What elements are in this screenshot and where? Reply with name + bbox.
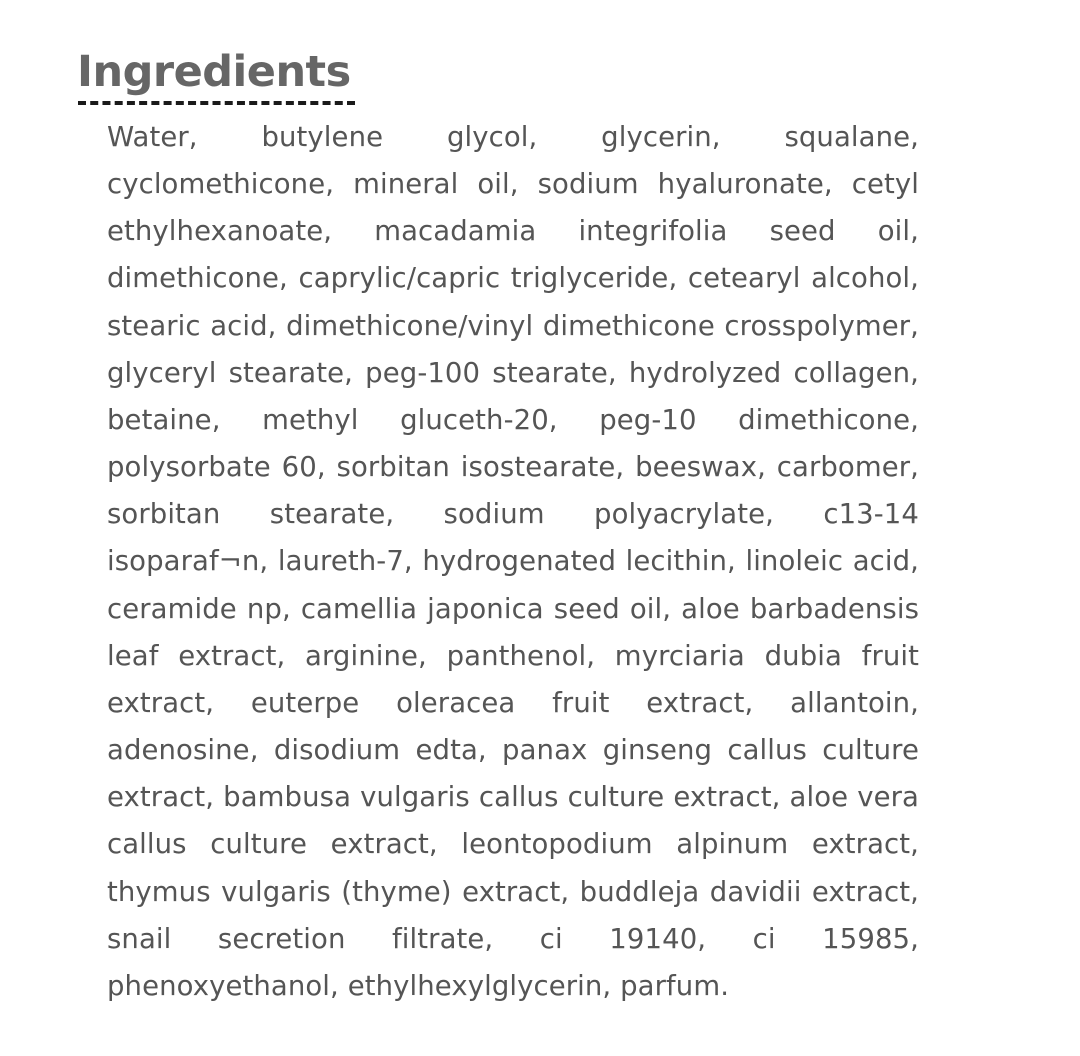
ingredients-list-text: Water, butylene glycol, glycerin, squalane, cyclomethicone, mineral oil, sodium hyaluronate, cetyl ethylhexanoate, macadamia integrifolia seed oil, dimethicone, caprylic/capric triglyceride, cetearyl alcohol, stearic acid, dimethicone/vinyl dimethicone crosspolymer, glyceryl stearate, peg-100 stearate, hydrolyzed collagen, betaine, methyl gluceth-20, peg-10 dimethicone, polysorbate 60, sorbitan isostearate, beeswax, carbomer, sorbitan stearate, sodium polyacrylate, c13-14 isoparaf¬n, laureth-7, hydrogenated lecithin, linoleic acid, ceramide np, camellia japonica seed oil, aloe barbadensis leaf extract, arginine, panthenol, myrciaria dubia fruit extract, euterpe oleracea fruit extract, allantoin, adenosine, disodium edta, panax ginseng callus culture extract, bambusa vulgaris callus culture extract, aloe vera callus culture extract, leontopodium alpinum extract, thymus vulgaris (thyme) extract, buddleja davidii extract, snail secretion filtrate, ci 19140, ci 15985, phenoxyethanol, ethylhexylglycerin, parfum. (107, 121, 919, 1002)
dashed-divider (78, 101, 355, 105)
section-heading: Ingredients (77, 47, 351, 97)
